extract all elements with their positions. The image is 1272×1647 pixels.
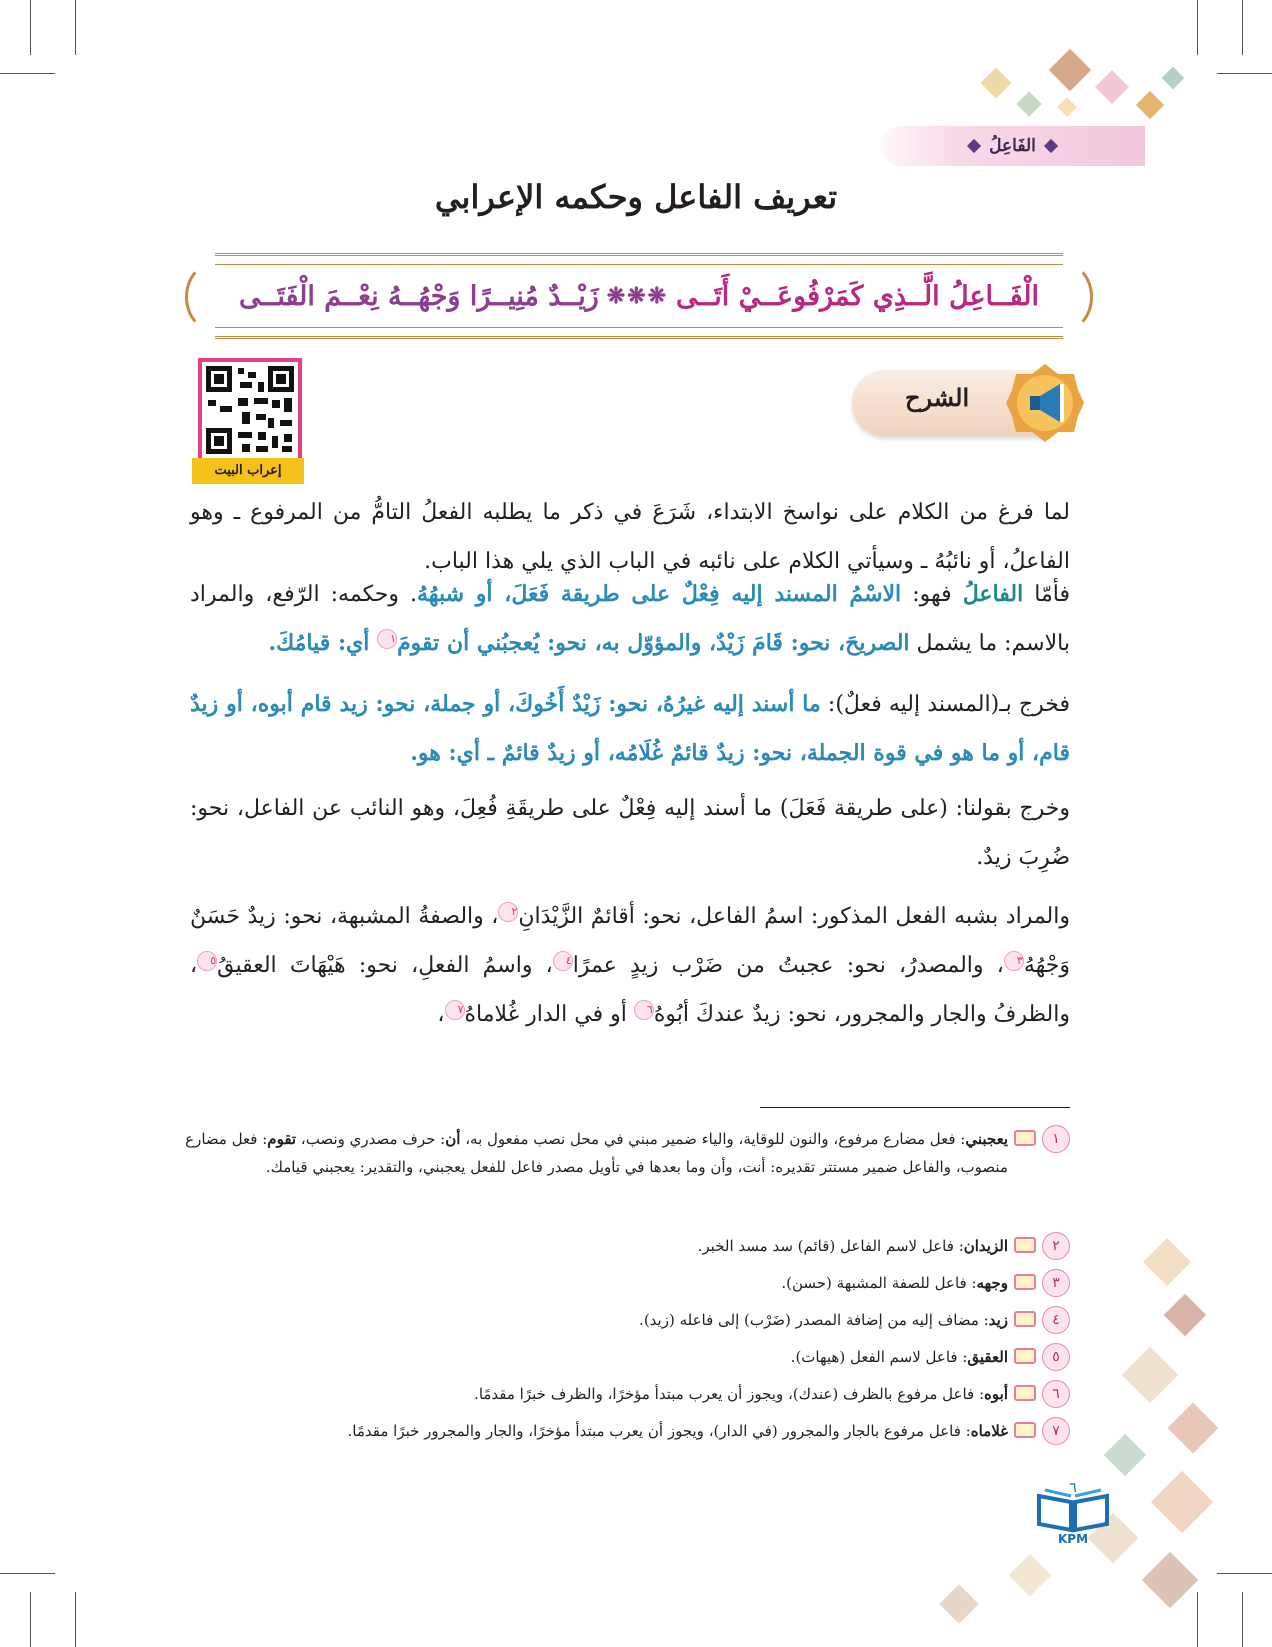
footnote-book-icon [1014, 1348, 1036, 1364]
section-tag [880, 126, 1145, 166]
footnote-item [185, 1232, 1070, 1260]
verse-hemistich-2: زَيْــدٌ مُنِيــرًا وَجْهُــهُ نِعْــمَ الْفَتَــى [239, 280, 599, 312]
footnote-item [185, 1380, 1070, 1408]
footnote-term: زيد [988, 1311, 1008, 1329]
text-run: ، والظرفُ والجار والمجرور، نحو: زيدٌ عندكَ أبُوهُ [190, 953, 1070, 1027]
footnote-marker[interactable]: ٧ [445, 1000, 465, 1020]
crop-mark [75, 1592, 76, 1647]
footnote-text [185, 1269, 1008, 1297]
footnote-marker[interactable]: ٦ [634, 1000, 654, 1020]
footnote-body: : فاعل لاسم الفاعل (قائم) سد مسد الخبر. [697, 1237, 964, 1255]
footnote-term: أبوه [984, 1385, 1008, 1403]
footnote-marker[interactable]: ٤ [553, 951, 573, 971]
publisher-logo [1033, 1478, 1113, 1546]
footnote-marker[interactable]: ٣ [1004, 951, 1024, 971]
crop-mark [1242, 0, 1243, 55]
paragraph-verb-like [190, 892, 1070, 1039]
footnote-marker[interactable]: ٢ [498, 902, 518, 922]
footnote-number: ٢ [1042, 1232, 1070, 1260]
footnote-number: ٤ [1042, 1306, 1070, 1334]
text-run: فهو: [901, 582, 963, 607]
paragraph-definition [190, 570, 1070, 668]
footnote-book-icon [1014, 1237, 1036, 1253]
footnote-divider [760, 1107, 1070, 1108]
paragraph-intro: لما فرغ من الكلام على نواسخ الابتداء، شَرَعَ في ذكر ما يطلبه الفعلُ التامُّ من المرفوع ـ وهو الفاعلُ، أو نائبُهُ ـ وسيأتي الكلام على نائبه في الباب الذي يلي هذا الباب. [190, 500, 1070, 574]
text-run: أو في الدار غُلاماهُ [464, 1002, 634, 1027]
footnote-book-icon [1014, 1422, 1036, 1438]
footnote-text [185, 1306, 1008, 1334]
crop-mark [75, 0, 76, 55]
footnote-body: : حرف مصدري ونصب، [296, 1130, 446, 1148]
footnote-book-icon [1014, 1311, 1036, 1327]
publisher-logo-text: KPM [1057, 1532, 1089, 1546]
qr-code[interactable] [198, 358, 302, 462]
crop-mark [30, 0, 31, 55]
paragraph-exclusion-1 [190, 680, 1070, 778]
footnote-text [185, 1232, 1008, 1260]
footnote-term: الزيدان [963, 1237, 1008, 1255]
page-title: تعريف الفاعل وحكمه الإعرابي [434, 178, 838, 216]
crop-mark [1197, 0, 1198, 55]
explanation-title: الشرح [905, 383, 970, 412]
verse-line [215, 264, 1063, 328]
footnote-marker[interactable]: ٥ [197, 951, 217, 971]
example-highlight: أي: قيامُكَ. [268, 630, 378, 656]
footnote-item [185, 1269, 1070, 1297]
footnote-body: : مضاف إليه من إضافة المصدر (ضَرْب) إلى فاعله (زيد). [639, 1311, 989, 1329]
footnote-book-icon [1014, 1385, 1036, 1401]
text-run: فخرج بـ(المسند إليه فعلٌ): [820, 692, 1070, 717]
verse-hemistich-1: الْفَــاعِلُ الَّــذِي كَمَرْفُوعَــيْ أَتَــى [675, 280, 1039, 312]
crop-mark [1217, 1573, 1272, 1574]
verse-frame [215, 253, 1063, 339]
footnote-book-icon [1014, 1274, 1036, 1290]
text-run: ، والمصدرُ، نحو: عجبتُ من ضَرْب زيدٍ عمرًا [572, 953, 1004, 978]
footnote-text [185, 1343, 1008, 1371]
footnote-text [185, 1125, 1008, 1181]
diamond-bullet-icon [1044, 139, 1058, 153]
text-run: ، واسمُ الفعلِ، نحو: هَيْهَاتَ العقيقُ [217, 953, 553, 978]
paragraph-exclusion-2: وخرج بقولنا: (على طريقة فَعَلَ) ما أسند إليه فِعْلٌ على طريقَةِ فُعِلَ، وهو النائب عن الفاعل، نحو: ضُرِبَ زيدٌ. [190, 796, 1070, 870]
footnote-term: غلاماه [970, 1422, 1008, 1440]
footnote-number: ٧ [1042, 1417, 1070, 1445]
footnote-number: ١ [1042, 1125, 1070, 1153]
footnote-item [185, 1306, 1070, 1334]
footnote-term: وجهه [976, 1274, 1008, 1292]
text-run: فأمّا [1023, 582, 1070, 607]
megaphone-icon [1004, 362, 1086, 444]
footnote-body: : فاعل مرفوع بالظرف (عندك)، ويجوز أن يعرب مبتدأ مؤخرًا، والظرف خبرًا مقدمًا. [474, 1385, 985, 1403]
footnote-marker[interactable]: ١ [377, 629, 397, 649]
footnote-number: ٣ [1042, 1269, 1070, 1297]
footnote-term: أن [445, 1130, 461, 1148]
verse-separator: ❋❋❋ [606, 283, 669, 309]
text-run: ، [437, 1002, 445, 1027]
footnote-book-icon [1014, 1130, 1036, 1146]
highlight-term: الفاعلُ [962, 581, 1024, 607]
footnote-term: يعجبني [965, 1130, 1008, 1148]
crop-mark [30, 1592, 31, 1647]
text-run: . وحكمه: الرّفع، والمراد بالاسم: ما يشمل [190, 582, 1070, 656]
footnote-body: : فاعل للصفة المشبهة (حسن). [781, 1274, 977, 1292]
footnote-body: : فاعل مرفوع بالجار والمجرور (في الدار)، ويجوز أن يعرب مبتدأ مؤخرًا، والجار والمجرور خبرًا مقدمًا. [347, 1422, 971, 1440]
crop-mark [1217, 73, 1272, 74]
footnote-term: تقوم [267, 1130, 297, 1148]
footnote-body: : فعل مضارع منصوب، والفاعل ضمير مستتر تقديره: أنت، وأن وما بعدها في تأويل مصدر فاعل للفعل يعجبني، والتقدير: يعجبني قيامك. [185, 1130, 1008, 1176]
footnote-text [185, 1417, 1008, 1445]
footnote-item [185, 1343, 1070, 1371]
page-number: ٦ [1069, 1480, 1077, 1496]
footnote-item [185, 1125, 1070, 1181]
text-run: والمراد بشبه الفعل المذكور: اسمُ الفاعل، نحو: أقائمٌ الزَّيْدَانِ [518, 904, 1070, 929]
text-run: ، والصفةُ المشبهة، نحو: زيدٌ حَسَنٌ وَجْهُهُ [190, 904, 1071, 978]
footnote-term: العقيق [967, 1348, 1008, 1366]
footnote-number: ٥ [1042, 1343, 1070, 1371]
example-highlight: ما أسند إليه غيرُهُ، نحو: زَيْدٌ أَخُوكَ، أو جملة، نحو: زيد قام أبوه، أو زيدٌ قام، أو ما هو في قوة الجملة، نحو: زيدٌ قائمٌ غُلَامُه، أو زيدٌ قائمٌ ـ أي: هو. [190, 691, 1070, 766]
diamond-bullet-icon [967, 139, 981, 153]
footnote-number: ٦ [1042, 1380, 1070, 1408]
footnote-item [185, 1417, 1070, 1445]
footnote-body: : فاعل لاسم الفعل (هيهات). [790, 1348, 968, 1366]
qr-label: إعراب البيت [192, 458, 304, 484]
crop-mark [0, 73, 55, 74]
footnote-text [185, 1380, 1008, 1408]
crop-mark [1197, 1592, 1198, 1647]
footnote-body: : فعل مضارع مرفوع، والنون للوقاية، والياء ضمير مبني في محل نصب مفعول به، [460, 1130, 966, 1148]
example-highlight: الصريحَ، نحو: قَامَ زَيْدٌ، والمؤوّل به، نحو: يُعجبُني أن تقومَ [397, 630, 910, 656]
section-tag-label: الفَاعِلُ [989, 136, 1036, 156]
crop-mark [0, 1573, 55, 1574]
definition-highlight: الاسْمُ المسند إليه فِعْلٌ على طريقة فَعَلَ، أو شبهُهُ [417, 581, 902, 607]
qr-code-icon [202, 362, 298, 458]
crop-mark [1242, 1592, 1243, 1647]
